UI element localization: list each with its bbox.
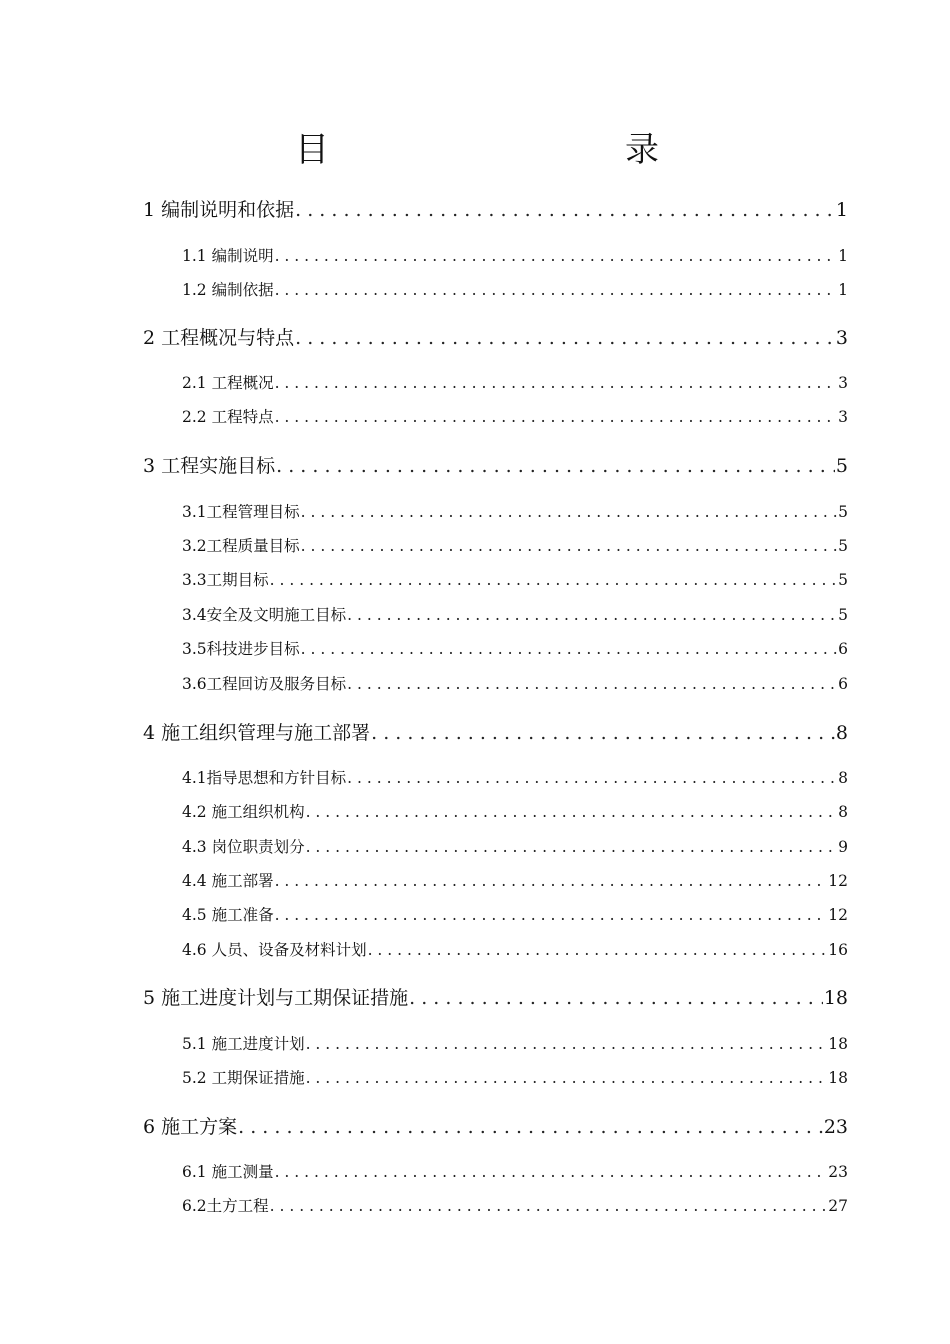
toc-page-number: 3 <box>838 374 848 392</box>
toc-dot-leader <box>371 719 835 747</box>
toc-dot-leader <box>275 869 828 893</box>
toc-page-number: 1 <box>838 247 848 265</box>
toc-dot-leader <box>275 405 838 429</box>
toc-chapter-entry[interactable] <box>143 196 848 224</box>
toc-entry-title: 1.2 编制依据 <box>182 281 274 299</box>
toc-entry-title: 6.1 施工测量 <box>182 1163 274 1181</box>
toc-page-number: 5 <box>835 455 848 477</box>
toc-entry-title: 5.1 施工进度计划 <box>182 1035 305 1053</box>
toc-chapter-entry[interactable] <box>143 719 848 747</box>
toc-dot-leader <box>306 800 838 824</box>
toc-dot-leader <box>301 637 837 661</box>
toc-entry-title: 4.3 岗位职责划分 <box>182 838 305 856</box>
toc-section-entry[interactable] <box>182 903 848 927</box>
toc-page-number: 8 <box>835 722 848 744</box>
toc-page-number: 8 <box>838 803 848 821</box>
toc-entry-title: 6.2土方工程 <box>182 1197 269 1215</box>
toc-section-entry[interactable] <box>182 637 848 661</box>
toc-page-number: 18 <box>823 987 848 1009</box>
toc-entry-title: 2.2 工程特点 <box>182 408 274 426</box>
toc-section-entry[interactable] <box>182 766 848 790</box>
toc-section-entry[interactable] <box>182 938 848 962</box>
toc-dot-leader <box>275 371 838 395</box>
toc-entry-title: 2.1 工程概况 <box>182 374 274 392</box>
toc-entry-title: 3 工程实施目标 <box>143 455 276 477</box>
toc-dot-leader <box>295 196 835 224</box>
toc-chapter-entry[interactable] <box>143 324 848 352</box>
toc-dot-leader <box>306 1032 828 1056</box>
toc-page-number: 23 <box>823 1116 848 1138</box>
toc-page-number: 9 <box>838 838 848 856</box>
toc-dot-leader <box>275 903 828 927</box>
toc-page-number: 5 <box>838 606 848 624</box>
toc-dot-leader <box>409 984 823 1012</box>
toc-section-entry[interactable] <box>182 1032 848 1056</box>
toc-page-number: 6 <box>838 675 848 693</box>
toc-dot-leader <box>301 534 837 558</box>
toc-dot-leader <box>275 1160 828 1184</box>
toc-entry-title: 4.2 施工组织机构 <box>182 803 305 821</box>
toc-entry-title: 3.6工程回访及服务目标 <box>182 675 347 693</box>
toc-section-entry[interactable] <box>182 1194 848 1218</box>
toc-dot-leader <box>276 452 835 480</box>
toc-entry-title: 1.1 编制说明 <box>182 247 274 265</box>
toc-title: 目 录 <box>295 130 735 170</box>
toc-section-entry[interactable] <box>182 603 848 627</box>
toc-dot-leader <box>295 324 835 352</box>
toc-section-entry[interactable] <box>182 672 848 696</box>
toc-page-number: 1 <box>838 281 848 299</box>
toc-page-number: 27 <box>828 1197 848 1215</box>
toc-chapter-entry[interactable] <box>143 984 848 1012</box>
toc-section-entry[interactable] <box>182 278 848 302</box>
toc-page-number: 12 <box>828 906 848 924</box>
toc-dot-leader <box>347 672 837 696</box>
toc-entry-title: 3.2工程质量目标 <box>182 537 300 555</box>
toc-entry-title: 2 工程概况与特点 <box>143 327 295 349</box>
toc-section-entry[interactable] <box>182 405 848 429</box>
toc-entry-title: 4 施工组织管理与施工部署 <box>143 722 371 744</box>
toc-entry-title: 1 编制说明和依据 <box>143 199 295 221</box>
toc-page-number: 18 <box>828 1035 848 1053</box>
toc-dot-leader <box>306 1066 828 1090</box>
toc-page-number: 3 <box>838 408 848 426</box>
toc-dot-leader <box>275 244 838 268</box>
toc-dot-leader <box>238 1113 823 1141</box>
toc-section-entry[interactable] <box>182 500 848 524</box>
toc-page-number: 5 <box>838 537 848 555</box>
toc-page-number: 16 <box>828 941 848 959</box>
toc-entry-title: 3.3工期目标 <box>182 571 269 589</box>
toc-section-entry[interactable] <box>182 244 848 268</box>
toc-entry-title: 5 施工进度计划与工期保证措施 <box>143 987 409 1009</box>
toc-section-entry[interactable] <box>182 869 848 893</box>
toc-section-entry[interactable] <box>182 1160 848 1184</box>
toc-page-number: 18 <box>828 1069 848 1087</box>
toc-dot-leader <box>275 278 838 302</box>
toc-page-number: 6 <box>838 640 848 658</box>
toc-entry-title: 4.4 施工部署 <box>182 872 274 890</box>
toc-section-entry[interactable] <box>182 371 848 395</box>
toc-section-entry[interactable] <box>182 568 848 592</box>
toc-dot-leader <box>347 766 837 790</box>
toc-dot-leader <box>301 500 837 524</box>
toc-chapter-entry[interactable] <box>143 1113 848 1141</box>
toc-page-number: 5 <box>838 571 848 589</box>
toc-entry-title: 4.1指导思想和方针目标 <box>182 769 347 787</box>
toc-entry-title: 4.5 施工准备 <box>182 906 274 924</box>
toc-page-number: 5 <box>838 503 848 521</box>
toc-dot-leader <box>270 1194 828 1218</box>
toc-section-entry[interactable] <box>182 835 848 859</box>
toc-section-entry[interactable] <box>182 800 848 824</box>
toc-entry-title: 4.6 人员、设备及材料计划 <box>182 941 367 959</box>
toc-page-number: 1 <box>835 199 848 221</box>
toc-entry-title: 3.4安全及文明施工目标 <box>182 606 347 624</box>
toc-page-number: 3 <box>835 327 848 349</box>
toc-chapter-entry[interactable] <box>143 452 848 480</box>
toc-dot-leader <box>347 603 837 627</box>
toc-dot-leader <box>270 568 837 592</box>
toc-entry-title: 3.1工程管理目标 <box>182 503 300 521</box>
toc-dot-leader <box>306 835 838 859</box>
toc-entry-title: 5.2 工期保证措施 <box>182 1069 305 1087</box>
toc-page-number: 8 <box>838 769 848 787</box>
toc-entry-title: 6 施工方案 <box>143 1116 238 1138</box>
toc-section-entry[interactable] <box>182 534 848 558</box>
toc-page-number: 12 <box>828 872 848 890</box>
toc-dot-leader <box>368 938 828 962</box>
toc-entry-title: 3.5科技进步目标 <box>182 640 300 658</box>
toc-page-number: 23 <box>828 1163 848 1181</box>
toc-section-entry[interactable] <box>182 1066 848 1090</box>
